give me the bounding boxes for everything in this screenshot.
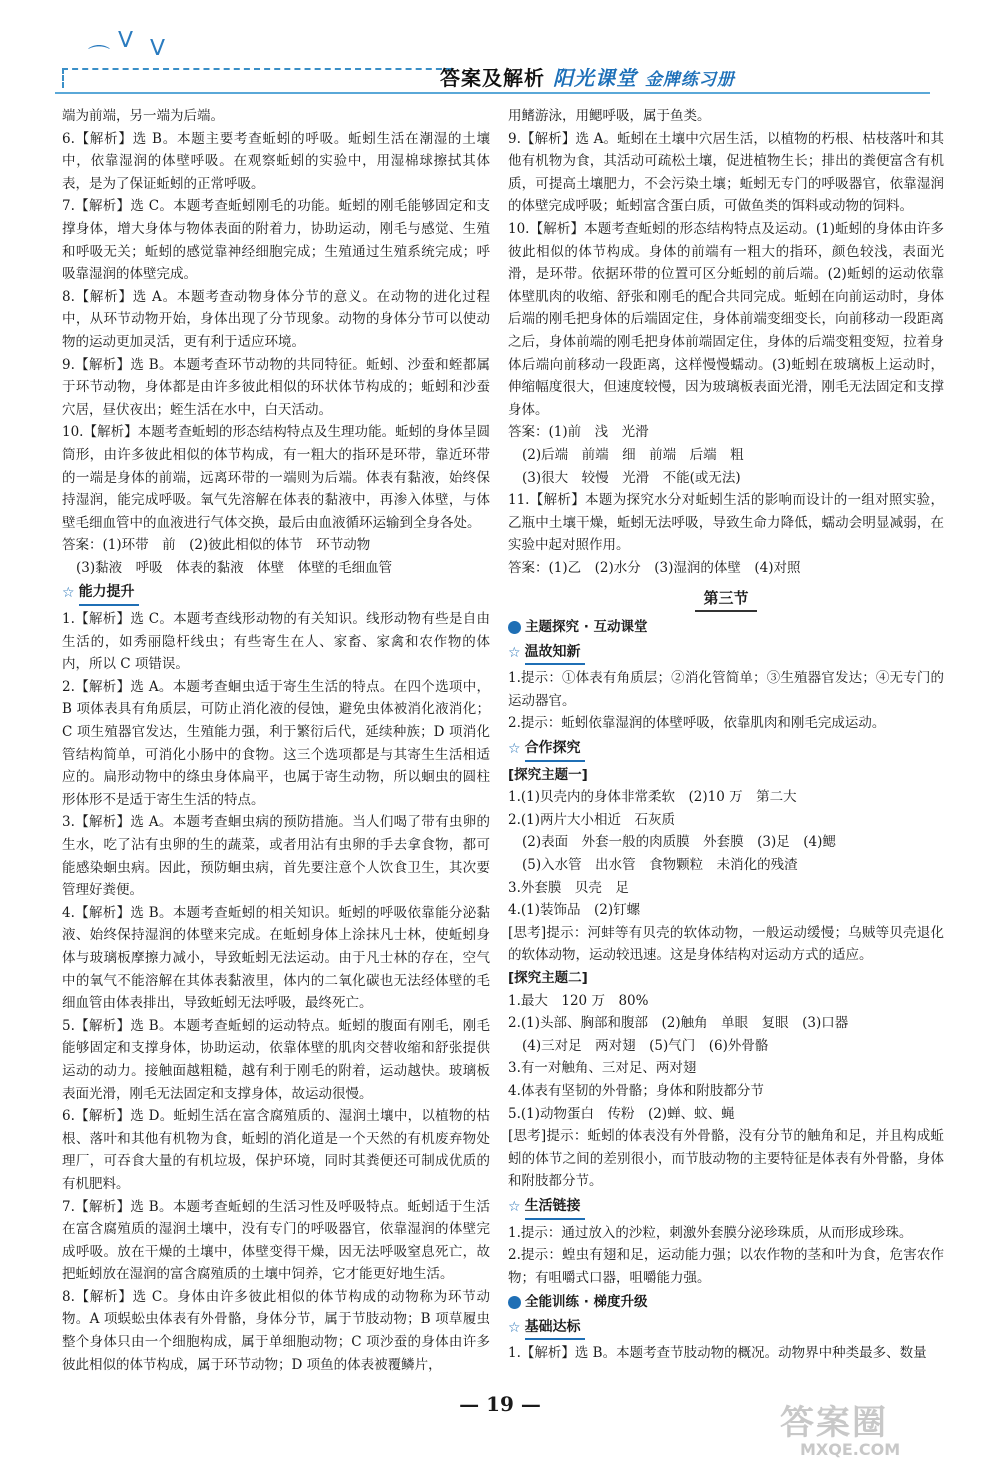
paragraph: 9.【解析】选 A。蚯蚓在土壤中穴居生活，以植物的朽根、枯枝落叶和其他有机物为食，其活动可疏松土壤，促进植物生长；排出的粪便富含有机质，可提高土壤肥力，不会污染土壤；蚯蚓无专门的呼吸器官，依靠湿润的体壁完成呼吸；蚯蚓富含蛋白质，可做鱼类的饵料或动物的饲料。 (508, 130, 944, 215)
section-title: 第三节 (508, 587, 944, 612)
paragraph: 2.提示：蚯蚓依靠湿润的体壁呼吸，依靠肌肉和刚毛完成运动。 (508, 715, 886, 732)
right-column (508, 105, 944, 1365)
paragraph: 答案：(1)乙 (2)水分 (3)湿润的体壁 (4)对照 (508, 559, 801, 576)
paragraph: 10.【解析】本题考查蚯蚓的形态结构特点及生理功能。蚯蚓的身体呈圆筒形，由许多彼此相似的体节构成，有一粗大的指环是环带，靠近环带的一端是身体的前端，远离环带的一端则为后端。体表有黏液，始终保持湿润，能完成呼吸。氧气先溶解在体表的黏液中，再渗入体壁，与体壁毛细血管中的血液进行气体交换，最后由血液循环运输到全身各处。 (62, 424, 490, 531)
star-icon: ☆ (508, 644, 521, 661)
paragraph: [思考]提示：河蚌等有贝壳的软体动物，一般运动缓慢；乌贼等贝壳退化的软体动物，运动较迅速。这是身体结构对运动方式的适应。 (508, 924, 944, 964)
star-icon: ☆ (508, 1198, 521, 1215)
paragraph: (4)三对足 两对翅 (5)气门 (6)外骨骼 (522, 1037, 769, 1054)
paragraph: 6.【解析】选 B。本题主要考查蚯蚓的呼吸。蚯蚓生活在潮湿的土壤中，依靠湿润的体壁呼吸。在观察蚯蚓的实验中，用湿棉球擦拭其体表，是为了保证蚯蚓的正常呼吸。 (62, 130, 490, 192)
paragraph: 5.【解析】选 B。本题考查蚯蚓的运动特点。蚯蚓的腹面有刚毛，刚毛能够固定和支撑身体，协助运动，依靠体壁的肌肉交替收缩和舒张提供运动的动力。接触面越粗糙，越有利于刚毛的附着，运动越快。玻璃板表面光滑，刚毛无法固定和支撑身体，故运动很慢。 (62, 1017, 490, 1102)
header-title-brand: 阳光课堂 (552, 66, 637, 90)
page-number: — 19 — (459, 1392, 541, 1416)
banner-icon (508, 621, 521, 634)
paragraph: 答案：(1)环带 前 (2)彼此相似的体节 环节动物 (62, 537, 371, 554)
topic2-heading: [探究主题二] (508, 969, 588, 986)
paragraph: 2.(1)两片大小相近 石灰质 (508, 811, 676, 828)
paragraph: 3.【解析】选 A。本题考查蛔虫病的预防措施。当人们喝了带有虫卵的生水，吃了沾有虫卵的生的蔬菜，或者用沾有虫卵的手去拿食物，都可能感染蛔虫病。因此，预防蛔虫病，首先要注意个人饮食卫生，其次要管理好粪便。 (62, 814, 490, 899)
paragraph: (2)表面 外套一般的肉质膜 外套膜 (3)足 (4)鳃 (522, 834, 836, 851)
paragraph: 端为前端，另一端为后端。 (62, 108, 224, 124)
paragraph: 8.【解析】选 A。本题考查动物身体分节的意义。在动物的进化过程中，从环节动物开始，身体出现了分节现象。动物的身体分节可以使动物的运动更加灵活，更有利于适应环境。 (62, 288, 490, 350)
page-header (0, 0, 1000, 105)
banner-icon (508, 1296, 521, 1309)
paragraph: 1.提示：①体表有角质层；②消化管简单；③生殖器官发达；④无专门的运动器官。 (508, 670, 944, 709)
paragraph: 5.(1)动物蛋白 传粉 (2)蝉、蚊、蝇 (508, 1105, 735, 1122)
paragraph: 6.【解析】选 D。蚯蚓生活在富含腐殖质的、湿润土壤中，以植物的枯根、落叶和其他有机物为食，蚯蚓的消化道是一个天然的有机废弃物处理厂，可吞食大量的有机垃圾，保护环境，同时其粪便还可制成优质的有机肥料。 (62, 1108, 490, 1192)
star-icon: ☆ (62, 585, 75, 602)
bird-icon: ᐯ (118, 28, 134, 53)
left-column (62, 105, 490, 1376)
paragraph: [思考]提示：蚯蚓的体表没有外骨骼，没有分节的触角和足，并且构成蚯蚓的体节之间的差别很小，而节肢动物的主要特征是体表有外骨骼，身体和附肢都分节。 (508, 1128, 944, 1190)
paragraph: 7.【解析】选 C。本题考查蚯蚓刚毛的功能。蚯蚓的刚毛能够固定和支撑身体，增大身体与物体表面的附着力，协助运动，刚毛与感觉、生殖和呼吸无关；蚯蚓的感觉靠神经细胞完成；生殖通过生殖系统完成；呼吸靠湿润的体壁完成。 (62, 198, 490, 283)
paragraph: 3.有一对触角、三对足、两对翅 (508, 1060, 697, 1077)
paragraph: (5)入水管 出水管 食物颗粒 未消化的残渣 (522, 857, 798, 873)
header-title-series: 金牌练习册 (644, 70, 735, 90)
paragraph: 2.(1)头部、胸部和腹部 (2)触角 单眼 复眼 (3)口器 (508, 1015, 849, 1032)
star-icon: ☆ (508, 741, 521, 758)
paragraph: 2.【解析】选 A。本题考查蛔虫适于寄生生活的特点。在四个选项中，B 项体表具有角质层，可防止消化液的侵蚀，避免虫体被消化液消化；C 项生殖器官发达，生殖能力强，利于繁衍后代，延续种族；D 项消化管结构简单，可消化小肠中的食物。这三个选项都是与其寄生生活相适应的。扁形动物中的绦虫身体扁平，也属于寄生动物，所以蛔虫的圆柱形体形不是适于寄生生活的特点。 (62, 678, 490, 808)
paragraph: 1.【解析】选 C。本题考查线形动物的有关知识。线形动物有些是自由生活的，如秀丽隐杆线虫；有些寄生在人、家畜、家禽和农作物的体内，所以 C 项错误。 (62, 611, 490, 673)
paragraph: 答案：(1)前 浅 光滑 (508, 424, 649, 441)
header-rule (55, 92, 930, 94)
paragraph: (2)后端 前端 细 前端 后端 粗 (522, 446, 744, 463)
section-ability: ☆ 能力提升 (62, 581, 490, 606)
section-basic: ☆ 基础达标 (508, 1316, 944, 1341)
header-title (440, 62, 735, 91)
paragraph: 11.【解析】本题为探究水分对蚯蚓生活的影响而设计的一组对照实验，乙瓶中土壤干燥，蚯蚓无法呼吸，导致生命力降低，蠕动会明显减弱，在实验中起对照作用。 (508, 492, 944, 554)
paragraph: 9.【解析】选 B。本题考查环节动物的共同特征。蚯蚓、沙蚕和蛭都属于环节动物，身体都是由许多彼此相似的环状体节构成的；蚯蚓和沙蚕穴居，昼伏夜出；蛭生活在水中，白天活动。 (62, 356, 490, 418)
bird-icon: ᐯ (150, 36, 166, 61)
paragraph: 用鳍游泳，用鳃呼吸，属于鱼类。 (508, 108, 711, 124)
paragraph: 1.【解析】选 B。本题考查节肢动物的概况。动物界中种类最多、数量 (508, 1345, 927, 1362)
paragraph: 4.【解析】选 B。本题考查蚯蚓的相关知识。蚯蚓的呼吸依靠能分泌黏液、始终保持湿润的体壁来完成。在蚯蚓身体上涂抹凡士林，使蚯蚓身体与玻璃板摩擦力减小，导致蚯蚓无法运动。由于凡士林的存在，空气中的氧气不能溶解在其体表黏液里，体内的二氧化碳也无法经体壁的毛细血管由体表排出，导致蚯蚓无法呼吸，最终死亡。 (62, 904, 490, 1012)
banner-training: 全能训练 · 梯度升级 (508, 1291, 944, 1314)
star-icon: ☆ (508, 1319, 521, 1336)
paragraph: 3.外套膜 贝壳 足 (508, 879, 629, 896)
section-life: ☆ 生活链接 (508, 1195, 944, 1220)
paragraph: 1.提示：通过放入的沙粒，刺激外套膜分泌珍珠质，从而形成珍珠。 (508, 1224, 913, 1241)
paragraph: (3)黏液 呼吸 体表的黏液 体壁 体壁的毛细血管 (76, 559, 393, 576)
paragraph: 2.提示：蝗虫有翅和足，运动能力强；以农作物的茎和叶为食，危害农作物；有咀嚼式口器，咀嚼能力强。 (508, 1247, 944, 1286)
paragraph: (3)很大 较慢 光滑 不能(或无法) (522, 469, 741, 486)
paragraph: 1.最大 120 万 80% (508, 992, 649, 1009)
banner-explore: 主题探究 · 互动课堂 (508, 616, 944, 639)
paragraph: 10.【解析】本题考查蚯蚓的形态结构特点及运动。(1)蚯蚓的身体由许多彼此相似的体节构成。身体的前端有一粗大的指环，颜色较浅，表面光滑，是环带。依据环带的位置可区分蚯蚓的前后端。(2)蚯蚓的运动依靠体壁肌肉的收缩、舒张和刚毛的配合共同完成。蚯蚓在向前运动时，身体后端的刚毛把身体的后端固定住，身体前端变细变长，向前移动一段距离之后，身体前端的刚毛把身体前端固定住，身体的后端变粗变短，拉着身体后端向前移动一段距离，这样慢慢蠕动。(3)蚯蚓在玻璃板上运动时，伸缩幅度很大，但速度较慢，因为玻璃板表面光滑，刚毛无法固定和支撑身体。 (508, 220, 944, 418)
section-review: ☆ 温故知新 (508, 641, 944, 666)
paragraph: 4.体表有坚韧的外骨骼；身体和附肢都分节 (508, 1082, 764, 1099)
paragraph: 7.【解析】选 B。本题考查蚯蚓的生活习性及呼吸特点。蚯蚓适于生活在富含腐殖质的湿润土壤中，没有专门的呼吸器官，依靠湿润的体壁完成呼吸。放在干燥的土壤中，体壁变得干燥，因无法呼吸窒息死亡，故把蚯蚓放在湿润的富含腐殖质的土壤中饲养，它才能更好地生活。 (62, 1198, 490, 1283)
bird-icon: ⌒ (88, 45, 111, 70)
section-coop: ☆ 合作探究 (508, 737, 944, 762)
header-title-main: 答案及解析 (440, 66, 545, 90)
paragraph: 4.(1)装饰品 (2)钉螺 (508, 902, 641, 919)
topic1-heading: [探究主题一] (508, 766, 588, 783)
header-dashed-frame (62, 68, 452, 88)
paragraph: 1.(1)贝壳内的身体非常柔软 (2)10 万 第二大 (508, 789, 797, 806)
paragraph: 8.【解析】选 C。身体由许多彼此相似的体节构成的动物称为环节动物。A 项蜈蚣虫体表有外骨骼，身体分节，属于节肢动物；B 项草履虫整个身体只由一个细胞构成，属于单细胞动物；C 项沙蚕的身体由许多彼此相似的体节构成，属于环节动物；D 项鱼的体表被覆鳞片， (62, 1288, 490, 1373)
watermark-logo: 答案圈 MXQE.COM (780, 1403, 901, 1459)
